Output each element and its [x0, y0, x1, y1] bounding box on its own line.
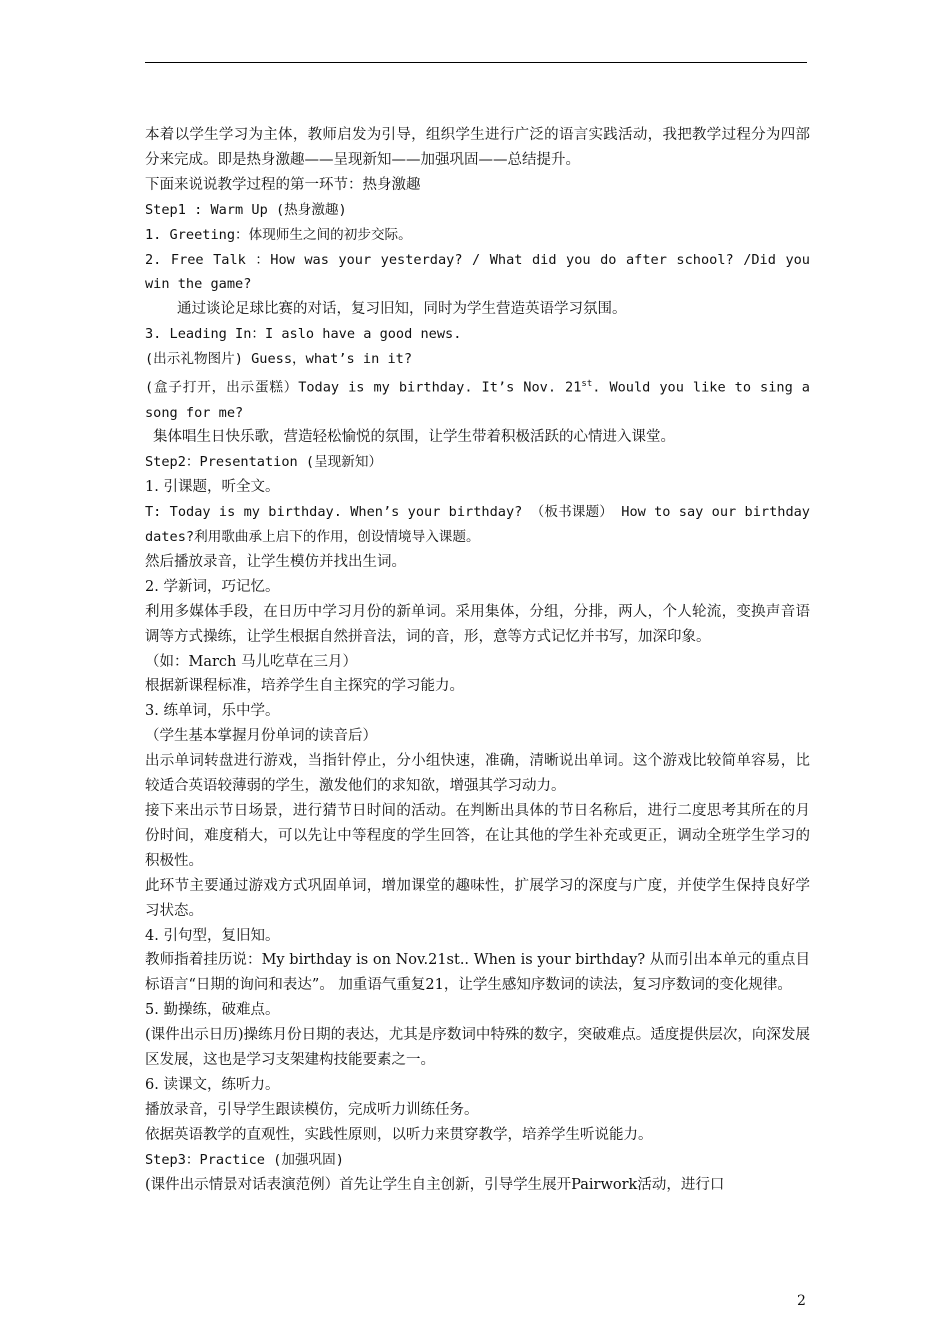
- paragraph-birthday: [145, 372, 810, 425]
- paragraph: 集体唱生日快乐歌，营造轻松愉悦的氛围，让学生带着积极活跃的心情进入课堂。: [153, 429, 675, 446]
- paragraph: 下面来说说教学过程的第一环节：热身激趣: [145, 176, 421, 193]
- paragraph: 6. 读课文，练听力。: [145, 1076, 280, 1093]
- paragraph: 接下来出示节日场景，进行猜节日时间的活动。在判断出具体的节日名称后，进行二度思考其所在的月份时间，难度稍大，可以先让中等程度的学生回答，在让其他的学生补充或更正，调动全班学生学习的积极性。: [145, 803, 810, 869]
- paragraph: 3. Leading In：I aslo have a good news.: [145, 326, 462, 343]
- paragraph: 利用多媒体手段，在日历中学习月份的新单词。采用集体，分组，分排，两人，个人轮流，变换声音语调等方式操练，让学生根据自然拼音法，词的音，形，意等方式记忆并书写，加深印象。: [145, 603, 810, 645]
- step-heading: Step2：Presentation (呈现新知）: [145, 454, 383, 471]
- paragraph: （学生基本掌握月份单词的读音后）: [145, 728, 377, 745]
- paragraph: (出示礼物图片) Guess，what’s in it?: [145, 351, 413, 368]
- superscript-st: st: [581, 379, 593, 390]
- paragraph: 3. 练单词，乐中学。: [145, 703, 280, 720]
- header-rule: [145, 62, 807, 63]
- paragraph: 出示单词转盘进行游戏，当指针停止，分小组快速，准确，清晰说出单词。这个游戏比较简单容易，比较适合英语较薄弱的学生，激发他们的求知欲，增强其学习动力。: [145, 753, 810, 795]
- paragraph: 根据新课程标准，培养学生自主探究的学习能力。: [145, 678, 464, 695]
- paragraph: 5. 勤操练，破难点。: [145, 1002, 280, 1019]
- paragraph: 此环节主要通过游戏方式巩固单词，增加课堂的趣味性，扩展学习的深度与广度，并使学生保持良好学习状态。: [145, 877, 810, 919]
- paragraph: 教师指着挂历说：My birthday is on Nov.21st.. When is your birthday? 从而引出本单元的重点目标语言“日期的询问和表达”。 加重语气重复21，让学生感知序数词的读法，复习序数词的变化规律。: [145, 952, 810, 994]
- paragraph: 2. Free Talk ：How was your yesterday? / What did you do after school? /Did you win the game?: [145, 251, 810, 293]
- paragraph: 1. Greeting：体现师生之间的初步交际。: [145, 226, 412, 243]
- paragraph: 2. 学新词，巧记忆。: [145, 578, 280, 595]
- paragraph: 依据英语教学的直观性，实践性原则，以听力来贯穿教学，培养学生听说能力。: [145, 1126, 653, 1143]
- step-heading: Step3：Practice (加强巩固): [145, 1151, 344, 1168]
- document-body: [145, 123, 810, 1198]
- paragraph: （如：March 马儿吃草在三月）: [145, 653, 357, 670]
- birthday-text: (盒子打开，出示蛋糕）Today is my birthday. It’s Nov. 21: [145, 379, 582, 396]
- paragraph: 本着以学生学习为主体，教师启发为引导，组织学生进行广泛的语言实践活动，我把教学过程分为四部分来完成。即是热身激趣——呈现新知——加强巩固——总结提升。: [145, 127, 810, 168]
- paragraph: 1. 引课题，听全文。: [145, 479, 280, 496]
- page-number: 2: [797, 1293, 806, 1309]
- step-heading: Step1 : Warm Up (热身激趣): [145, 201, 347, 218]
- paragraph: T: Today is my birthday. When’s your birthday? （板书课题） How to say our birthday dates?利用歌曲承上启下的作用，创设情境导入课题。: [145, 504, 810, 546]
- paragraph: (课件出示日历)操练月份日期的表达，尤其是序数词中特殊的数字，突破难点。适度提供层次，向深发展区发展，这也是学习支架建构技能要素之一。: [145, 1027, 810, 1069]
- paragraph: 4. 引句型，复旧知。: [145, 927, 280, 944]
- birthday-tail: . Would you like to sing a song for me?: [145, 379, 810, 421]
- paragraph: 播放录音，引导学生跟读模仿，完成听力训练任务。: [145, 1101, 479, 1118]
- paragraph: (课件出示情景对话表演范例）首先让学生自主创新，引导学生展开Pairwork活动，进行口: [145, 1176, 725, 1193]
- paragraph: 然后播放录音，让学生模仿并找出生词。: [145, 553, 406, 570]
- paragraph: 通过谈论足球比赛的对话，复习旧知，同时为学生营造英语学习氛围。: [177, 301, 627, 318]
